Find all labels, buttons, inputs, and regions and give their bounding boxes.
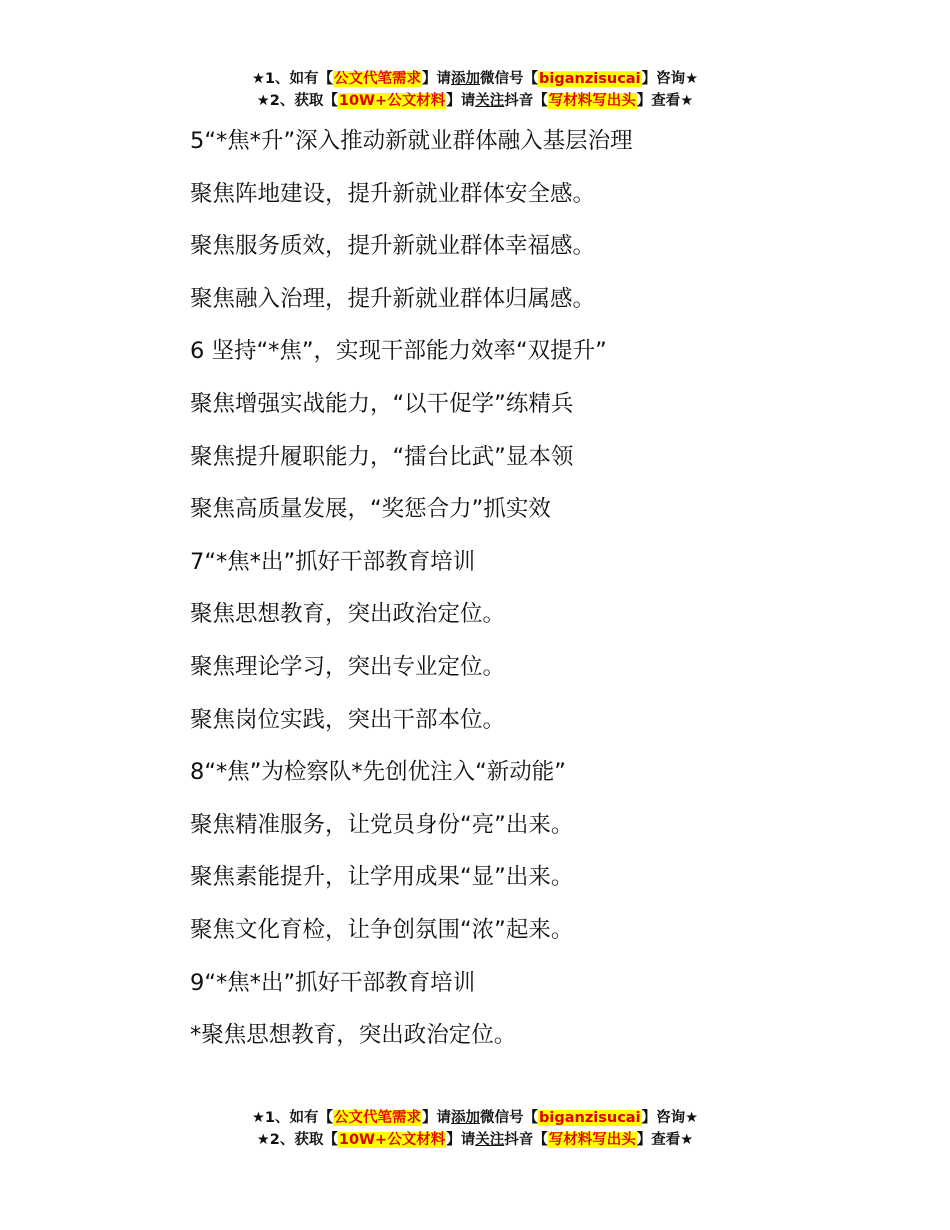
banner-line-1 [0, 1107, 950, 1129]
banner-text: 抖音【 [504, 1132, 548, 1148]
header-banner [0, 68, 950, 112]
banner-text: ★1、如有【 [251, 71, 334, 87]
banner-text: 】请 [422, 71, 452, 87]
banner-highlight: 写材料写出头 [548, 1132, 636, 1148]
section-heading: 8“*焦”为检察队*先创优注入“新动能” [190, 759, 566, 786]
banner-text: ★2、获取【 [256, 93, 338, 109]
banner-underline: 关注 [475, 1132, 505, 1148]
banner-text: ★1、如有【 [251, 1110, 334, 1126]
banner-text: 】咨询★ [641, 1110, 699, 1126]
body-line: 聚焦融入治理，提升新就业群体归属感。 [190, 285, 596, 312]
banner-text: 】查看★ [636, 1132, 694, 1148]
banner-text: 微信号【 [480, 1110, 539, 1126]
section-heading: 6 坚持“*焦”，实现干部能力效率“双提升” [190, 338, 607, 365]
section-heading: 5“*焦*升”深入推动新就业群体融入基层治理 [190, 128, 633, 154]
body-line: 聚焦思想教育，突出政治定位。 [190, 601, 506, 628]
footer-banner [0, 1107, 950, 1151]
banner-highlight: 10W+公文材料 [338, 1132, 446, 1148]
body-line: 聚焦理论学习，突出专业定位。 [190, 653, 506, 680]
banner-text: 】请 [422, 1110, 452, 1126]
section-heading: 7“*焦*出”抓好干部教育培训 [190, 548, 476, 575]
banner-highlight: 10W+公文材料 [338, 93, 446, 109]
banner-text: 】查看★ [636, 93, 694, 109]
banner-highlight: biganzisucai [539, 71, 641, 87]
body-line: 聚焦高质量发展，“奖惩合力”抓实效 [190, 496, 551, 523]
banner-underline: 关注 [475, 93, 505, 109]
banner-highlight: 公文代笔需求 [334, 71, 422, 87]
body-line: 聚焦阵地建设，提升新就业群体安全感。 [190, 180, 596, 207]
banner-underline: 添加 [451, 1110, 481, 1126]
body-line: 聚焦精准服务，让党员身份“亮”出来。 [190, 811, 574, 838]
banner-line-1 [0, 68, 950, 90]
body-line: *聚焦思想教育，突出政治定位。 [190, 1022, 517, 1049]
banner-text: ★2、获取【 [256, 1132, 338, 1148]
banner-highlight: biganzisucai [539, 1110, 641, 1126]
banner-underline: 添加 [451, 71, 481, 87]
body-line: 聚焦提升履职能力，“擂台比武”显本领 [190, 443, 574, 470]
document-body [190, 115, 910, 1062]
banner-text: 】咨询★ [641, 71, 699, 87]
body-line: 聚焦服务质效，提升新就业群体幸福感。 [190, 233, 596, 260]
banner-line-2 [0, 1129, 950, 1151]
section-heading: 9“*焦*出”抓好干部教育培训 [190, 969, 476, 996]
banner-highlight: 公文代笔需求 [334, 1110, 422, 1126]
banner-text: 】请 [446, 93, 476, 109]
body-line: 聚焦文化育检，让争创氛围“浓”起来。 [190, 916, 574, 943]
banner-text: 】请 [446, 1132, 476, 1148]
body-line: 聚焦素能提升，让学用成果“显”出来。 [190, 864, 574, 891]
banner-text: 抖音【 [504, 93, 548, 109]
banner-highlight: 写材料写出头 [548, 93, 636, 109]
banner-line-2 [0, 90, 950, 112]
body-line: 聚焦增强实战能力，“以干促学”练精兵 [190, 390, 574, 417]
body-line: 聚焦岗位实践，突出干部本位。 [190, 706, 506, 733]
banner-text: 微信号【 [480, 71, 539, 87]
